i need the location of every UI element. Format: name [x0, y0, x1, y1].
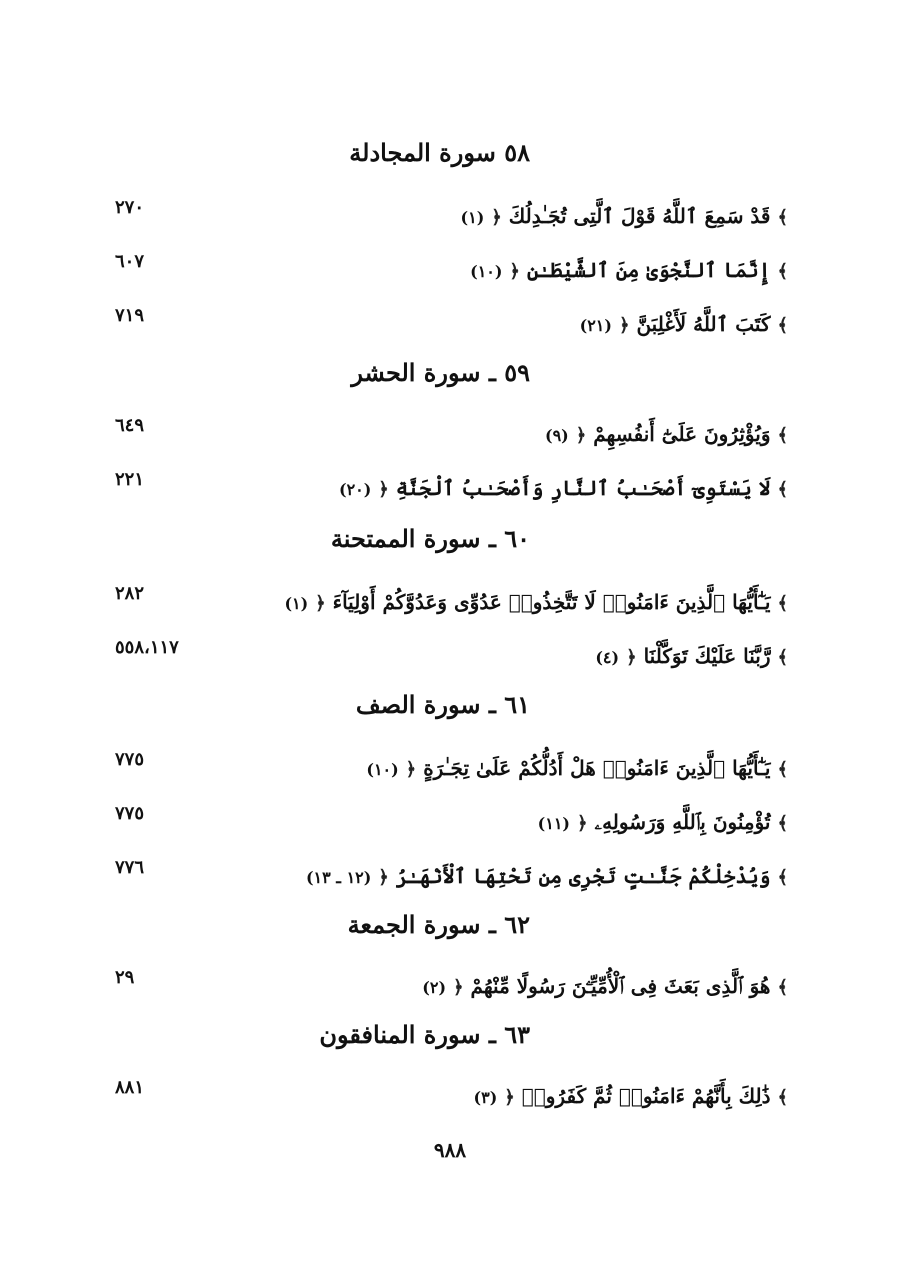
- verse-text: وَيُؤْثِرُونَ عَلَىٰٓ أَنفُسِهِمْ: [593, 422, 771, 446]
- surah-heading: ٦٠ ـ سورة الممتحنة: [330, 524, 530, 553]
- verse-entry: [580, 306, 788, 344]
- ornament-open-icon: ﴾: [777, 759, 788, 780]
- verse-entry: [339, 470, 788, 508]
- verse-text: ذَٰلِكَ بِأَنَّهُمْ ءَامَنُوا۟ ثُمَّ كَفَرُوا۟: [521, 1084, 771, 1108]
- index-row: [0, 584, 900, 620]
- surah-heading: ٦٢ ـ سورة الجمعة: [347, 910, 530, 939]
- ornament-close-icon: ﴿: [618, 315, 630, 336]
- ornament-open-icon: ﴾: [777, 813, 788, 834]
- ornament-open-icon: ﴾: [777, 593, 788, 614]
- page-reference: ٢٨٢: [115, 583, 145, 604]
- verse-entry: [470, 252, 788, 290]
- index-row: [0, 968, 900, 1004]
- index-row: [0, 858, 900, 894]
- ornament-open-icon: ﴾: [777, 1087, 788, 1108]
- page-reference: ٢٩: [115, 967, 135, 988]
- ornament-close-icon: ﴿: [509, 261, 520, 282]
- verse-entry: [474, 1078, 788, 1116]
- surah-heading: ٦٣ ـ سورة المنافقون: [319, 1020, 530, 1049]
- ornament-close-icon: ﴿: [378, 479, 389, 500]
- ornament-close-icon: ﴿: [504, 1087, 515, 1108]
- verse-number: (٢١): [579, 316, 612, 335]
- verse-number: (٩): [544, 426, 569, 445]
- page-reference: ٦٤٩: [115, 415, 145, 436]
- verse-number: (١٠): [470, 262, 503, 281]
- index-row: [0, 416, 900, 452]
- index-row: [0, 750, 900, 786]
- index-row: [0, 306, 900, 342]
- verse-text: لَا يَسْتَوِىٓ أَصْحَـٰبُ ٱلنَّارِ وَأَصْحَـٰبُ ٱلْجَنَّةِ: [395, 476, 771, 500]
- surah-heading: ٥٨ سورة المجادلة: [349, 138, 530, 167]
- verse-text: تُؤْمِنُونَ بِٱللَّهِ وَرَسُولِهِۦ: [594, 810, 771, 834]
- ornament-close-icon: ﴿: [491, 207, 502, 228]
- verse-number: (١١): [537, 814, 570, 833]
- verse-entry: [595, 638, 788, 676]
- verse-entry: [366, 750, 788, 788]
- ornament-open-icon: ﴾: [777, 207, 788, 228]
- verse-text: قَدْ سَمِعَ ٱللَّهُ قَوْلَ ٱلَّتِى تُجَـٰدِلُكَ: [508, 204, 771, 228]
- verse-number: (٢٠): [338, 480, 372, 499]
- ornament-close-icon: ﴿: [378, 867, 389, 888]
- ornament-close-icon: ﴿: [453, 977, 464, 998]
- page-reference: ٨٨١: [115, 1077, 145, 1098]
- verse-text: يَـٰٓأَيُّهَا ٱلَّذِينَ ءَامَنُوا۟ هَلْ أَدُلُّكُمْ عَلَىٰ تِجَـٰرَةٍ: [423, 756, 771, 780]
- ornament-open-icon: ﴾: [777, 867, 788, 888]
- page-reference: ٦٠٧: [115, 251, 145, 272]
- ornament-open-icon: ﴾: [777, 479, 788, 500]
- verse-text: كَتَبَ ٱللَّهُ لَأَغْلِبَنَّ: [636, 312, 771, 336]
- verse-text: يَـٰٓأَيُّهَا ٱلَّذِينَ ءَامَنُوا۟ لَا تَتَّخِذُوا۟ عَدُوِّى وَعَدُوَّكُمْ أَوْلِيَآءَ: [332, 590, 771, 614]
- page-reference: ٧١٩: [115, 305, 145, 326]
- page-reference: ٧٧٦: [115, 857, 145, 878]
- index-row: [0, 638, 900, 674]
- verse-entry: [422, 968, 788, 1006]
- index-row: [0, 470, 900, 506]
- surah-heading: ٦١ ـ سورة الصف: [355, 690, 530, 719]
- ornament-open-icon: ﴾: [777, 261, 788, 282]
- page-reference: ٧٧٥: [115, 803, 145, 824]
- index-row: [0, 804, 900, 840]
- ornament-close-icon: ﴿: [626, 647, 637, 668]
- verse-text: وَيُدْخِلْكُمْ جَنَّـٰتٍ تَجْرِى مِن تَحْتِهَا ٱلْأَنْهَـٰرُ: [395, 864, 771, 888]
- ornament-open-icon: ﴾: [777, 647, 788, 668]
- verse-entry: [306, 858, 788, 896]
- index-row: [0, 252, 900, 288]
- ornament-close-icon: ﴿: [315, 593, 326, 614]
- verse-number: (١): [460, 208, 485, 227]
- verse-entry: [545, 416, 788, 454]
- verse-number: (٢): [422, 978, 447, 997]
- verse-text: إِنَّمَا ٱلنَّجْوَىٰ مِنَ ٱلشَّيْطَـٰنِ: [526, 258, 771, 282]
- verse-entry: [461, 198, 788, 236]
- ornament-close-icon: ﴿: [576, 813, 588, 834]
- verse-number: (٣): [473, 1088, 498, 1107]
- ornament-close-icon: ﴿: [575, 425, 587, 446]
- verse-number: (١): [284, 594, 309, 613]
- ornament-open-icon: ﴾: [777, 977, 788, 998]
- verse-number: (١٢ ـ ١٣): [305, 868, 372, 887]
- verse-number: (١٠): [366, 760, 399, 779]
- page-reference: ٧٧٥: [115, 749, 145, 770]
- ornament-close-icon: ﴿: [405, 759, 417, 780]
- verse-number: (٤): [595, 648, 620, 667]
- index-row: [0, 198, 900, 234]
- verse-entry: [538, 804, 788, 842]
- page-reference: ٢٢١: [115, 469, 145, 490]
- page-number: ٩٨٨: [433, 1138, 467, 1162]
- ornament-open-icon: ﴾: [777, 315, 788, 336]
- verse-entry: [284, 584, 788, 622]
- verse-text: هُوَ ٱلَّذِى بَعَثَ فِى ٱلْأُمِّيِّـۧنَ رَسُولًا مِّنْهُمْ: [470, 974, 771, 998]
- verse-text: رَّبَّنَا عَلَيْكَ تَوَكَّلْنَا: [643, 644, 771, 668]
- page-reference: ٢٧٠: [115, 197, 145, 218]
- surah-heading: ٥٩ ـ سورة الحشر: [351, 358, 530, 387]
- index-row: [0, 1078, 900, 1114]
- page-reference: ٥٥٨،١١٧: [115, 637, 179, 658]
- ornament-open-icon: ﴾: [777, 425, 788, 446]
